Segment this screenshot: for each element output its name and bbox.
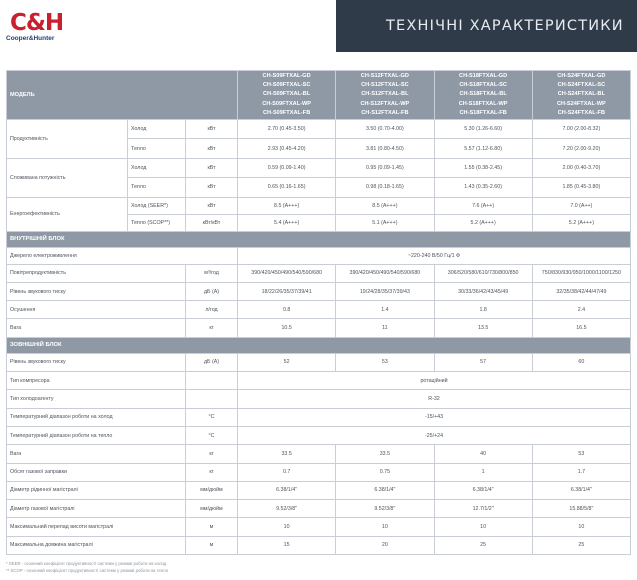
- row-unit: кВт: [186, 139, 238, 158]
- model-name: CH-S12FTXAL-FB: [361, 109, 409, 116]
- model-name: CH-S24FTXAL-FB: [557, 109, 605, 116]
- row-unit: м: [186, 518, 238, 536]
- row-label: Вага: [7, 445, 186, 463]
- cell-value: 1.43 (0.35-2.60): [434, 178, 532, 197]
- cell-value: 750/830/930/950/1000/1100/1250: [532, 264, 630, 282]
- row-label: Джерело електроживлення: [7, 247, 238, 264]
- cell-value: 0.95 (0.09-1.45): [336, 158, 434, 177]
- title-banner: [336, 0, 637, 52]
- row-unit: кг: [186, 445, 238, 463]
- cell-value: 53: [532, 445, 630, 463]
- model-name: CH-S12FTXAL-GD: [360, 72, 409, 79]
- row-label: Енергоефективність: [7, 197, 128, 231]
- cell-value: 6.38/1/4": [336, 481, 434, 499]
- row-unit: кВт/кВт: [186, 214, 238, 231]
- brand-logo: [6, 10, 68, 44]
- cell-value: 1.4: [336, 301, 434, 319]
- model-name: CH-S18FTXAL-SC: [459, 82, 507, 89]
- cell-value: 0.98 (0.18-1.65): [336, 178, 434, 197]
- cell-value: 6.38/1/4": [532, 481, 630, 499]
- row-label: Продуктивність: [7, 120, 128, 159]
- model-name: CH-S24FTXAL-SC: [557, 82, 606, 89]
- row-unit: мм/дюйм: [186, 481, 238, 499]
- row-unit: м³/год: [186, 264, 238, 282]
- cell-value: 0.8: [238, 301, 336, 319]
- cell-value: 306/520/580/610/730/800/850: [434, 264, 532, 282]
- cell-value: 5.2 (A+++): [434, 214, 532, 231]
- row-sublabel: Тепло: [128, 139, 186, 158]
- row-label: Рівень звукового тиску: [7, 282, 186, 300]
- cell-value: 6.38/1/4": [238, 481, 336, 499]
- cell-value: 32/35/38/42/44/47/49: [532, 282, 630, 300]
- cell-value: 10: [434, 518, 532, 536]
- logo-wordmark: Cooper&Hunter: [6, 35, 55, 42]
- cell-value: 2.00 (0.40-3.70): [532, 158, 630, 177]
- cell-value: 53: [336, 353, 434, 371]
- model-name: CH-S12FTXAL-BL: [361, 91, 409, 98]
- cell-value: 12.7/1/2": [434, 500, 532, 518]
- row-label: Максимальний перепад висоти магістралі: [7, 518, 186, 536]
- row-unit: кВт: [186, 178, 238, 197]
- table-row: [7, 197, 631, 214]
- cell-value: 2.93 (0.45-4.20): [238, 139, 336, 158]
- cell-value: 60: [532, 353, 630, 371]
- row-unit: мм/дюйм: [186, 500, 238, 518]
- model-name: CH-S18FTXAL-FB: [459, 109, 507, 116]
- logo-mark: C&H: [10, 10, 64, 36]
- cell-value: 1.7: [532, 463, 630, 481]
- cell-value: 18/22/26/35/37/39/41: [238, 282, 336, 300]
- cell-value: -15/+43: [238, 408, 631, 426]
- cell-value: 52: [238, 353, 336, 371]
- cell-value: 3.81 (0.80-4.50): [336, 139, 434, 158]
- cell-value: 0.65 (0.16-1.65): [238, 178, 336, 197]
- model-name: CH-S12FTXAL-SC: [361, 82, 409, 89]
- model-header: МОДЕЛЬ: [7, 71, 238, 120]
- row-label: Діаметр газової магістралі: [7, 500, 186, 518]
- model-column-header: [434, 71, 532, 120]
- cell-value: 5.1 (A+++): [336, 214, 434, 231]
- cell-value: 6.38/1/4": [434, 481, 532, 499]
- row-unit: °C: [186, 408, 238, 426]
- cell-value: 2.4: [532, 301, 630, 319]
- section-header-indoor: ВНУТРІШНІЙ БЛОК: [7, 231, 631, 247]
- section-header-outdoor: ЗОВНІШНІЙ БЛОК: [7, 337, 631, 353]
- cell-value: 0.7: [238, 463, 336, 481]
- row-label: Температурний діапазон роботи на тепло: [7, 426, 186, 444]
- row-unit: °C: [186, 426, 238, 444]
- page-title: ТЕХНІЧНІ ХАРАКТЕРИСТИКИ: [386, 18, 624, 34]
- row-label: Температурний діапазон роботи на холод: [7, 408, 186, 426]
- row-label: Споживана потужність: [7, 158, 128, 197]
- table-row: [7, 158, 631, 177]
- cell-value: 390/420/450/490/540/590/680: [238, 264, 336, 282]
- model-name: CH-S18FTXAL-GD: [459, 72, 508, 79]
- cell-value: 8.5 (A+++): [238, 197, 336, 214]
- cell-value: 13.5: [434, 319, 532, 337]
- row-unit: кВт: [186, 197, 238, 214]
- footnote-seer: * SEER - сезонний коефіцієнт продуктивності системи у режимі роботи на холод: [6, 561, 167, 566]
- cell-value: 25: [532, 536, 630, 554]
- model-name: CH-S18FTXAL-BL: [459, 91, 507, 98]
- cell-value: -25/+24: [238, 426, 631, 444]
- model-name: CH-S09FTXAL-WP: [262, 100, 312, 107]
- cell-value: 9.52/3/8": [336, 500, 434, 518]
- cell-value: 10.5: [238, 319, 336, 337]
- model-column-header: [238, 71, 336, 120]
- row-label: Діаметр рідинної магістралі: [7, 481, 186, 499]
- row-unit: дБ (А): [186, 282, 238, 300]
- model-column-header: [336, 71, 434, 120]
- cell-value: 5.2 (A+++): [532, 214, 630, 231]
- model-name: CH-S18FTXAL-WP: [458, 100, 508, 107]
- model-name: CH-S09FTXAL-GD: [262, 72, 311, 79]
- row-label: Максимальна довжина магістралі: [7, 536, 186, 554]
- table-row: [7, 120, 631, 139]
- cell-value: 10: [238, 518, 336, 536]
- row-label: Тип холодоагенту: [7, 390, 186, 408]
- row-sublabel: Тепло: [128, 178, 186, 197]
- footnote-scop: ** SCOP - сезонний коефіцієнт продуктивності системи у режимі роботи на тепло: [6, 568, 169, 573]
- row-sublabel: Холод: [128, 120, 186, 139]
- row-unit: кг: [186, 319, 238, 337]
- cell-value: 7.6 (A++): [434, 197, 532, 214]
- cell-value: 0.59 (0.09-1.40): [238, 158, 336, 177]
- cell-value: 7.00 (2.00-8.32): [532, 120, 630, 139]
- cell-value: R-32: [238, 390, 631, 408]
- cell-value: 33.5: [238, 445, 336, 463]
- row-unit: дБ (А): [186, 353, 238, 371]
- cell-value: 7.20 (2.00-9.20): [532, 139, 630, 158]
- cell-value: 3.50 (0.70-4.00): [336, 120, 434, 139]
- cell-value: 2.70 (0.45-3.50): [238, 120, 336, 139]
- cell-value: 1.55 (0.38-2.45): [434, 158, 532, 177]
- cell-value: 1.85 (0.45-3.80): [532, 178, 630, 197]
- row-unit: кВт: [186, 120, 238, 139]
- row-label: Тип компресора: [7, 372, 186, 390]
- cell-value: ~220-240 В/50 Гц/1 Ф: [238, 247, 631, 264]
- row-unit: [186, 372, 238, 390]
- spec-table: [6, 70, 631, 555]
- cell-value: 5.57 (1.12-6.80): [434, 139, 532, 158]
- row-sublabel: Холод: [128, 158, 186, 177]
- row-label: Рівень звукового тиску: [7, 353, 186, 371]
- row-sublabel: Холод (SEER*): [128, 197, 186, 214]
- row-unit: кг: [186, 463, 238, 481]
- model-name: CH-S09FTXAL-SC: [262, 82, 311, 89]
- cell-value: 40: [434, 445, 532, 463]
- cell-value: 16.5: [532, 319, 630, 337]
- cell-value: 57: [434, 353, 532, 371]
- cell-value: 10: [336, 518, 434, 536]
- row-unit: кВт: [186, 158, 238, 177]
- model-name: CH-S24FTXAL-WP: [556, 100, 606, 107]
- row-label: Повітрепродуктивність: [7, 264, 186, 282]
- cell-value: 20: [336, 536, 434, 554]
- cell-value: 5.4 (A+++): [238, 214, 336, 231]
- cell-value: ротаційний: [238, 372, 631, 390]
- model-column-header: [532, 71, 630, 120]
- cell-value: 7.0 (A++): [532, 197, 630, 214]
- model-name: CH-S24FTXAL-BL: [557, 91, 605, 98]
- cell-value: 1.8: [434, 301, 532, 319]
- cell-value: 30/33/36/42/43/45/49: [434, 282, 532, 300]
- cell-value: 33.5: [336, 445, 434, 463]
- row-label: Осушення: [7, 301, 186, 319]
- row-sublabel: Тепло (SCOP**): [128, 214, 186, 231]
- row-label: Вага: [7, 319, 186, 337]
- cell-value: 1: [434, 463, 532, 481]
- model-name: CH-S09FTXAL-BL: [263, 91, 311, 98]
- cell-value: 19/24/28/35/37/39/43: [336, 282, 434, 300]
- cell-value: 10: [532, 518, 630, 536]
- model-name: CH-S24FTXAL-GD: [557, 72, 606, 79]
- row-label: Обсяг газової заправки: [7, 463, 186, 481]
- row-unit: л/год: [186, 301, 238, 319]
- cell-value: 15: [238, 536, 336, 554]
- cell-value: 25: [434, 536, 532, 554]
- row-unit: [186, 390, 238, 408]
- cell-value: 15.88/5/8": [532, 500, 630, 518]
- cell-value: 5.30 (1.26-6.60): [434, 120, 532, 139]
- cell-value: 11: [336, 319, 434, 337]
- model-name: CH-S09FTXAL-FB: [263, 109, 311, 116]
- cell-value: 9.52/3/8": [238, 500, 336, 518]
- model-name: CH-S12FTXAL-WP: [360, 100, 410, 107]
- cell-value: 0.75: [336, 463, 434, 481]
- row-unit: м: [186, 536, 238, 554]
- cell-value: 390/420/450/490/540/590/680: [336, 264, 434, 282]
- cell-value: 8.5 (A+++): [336, 197, 434, 214]
